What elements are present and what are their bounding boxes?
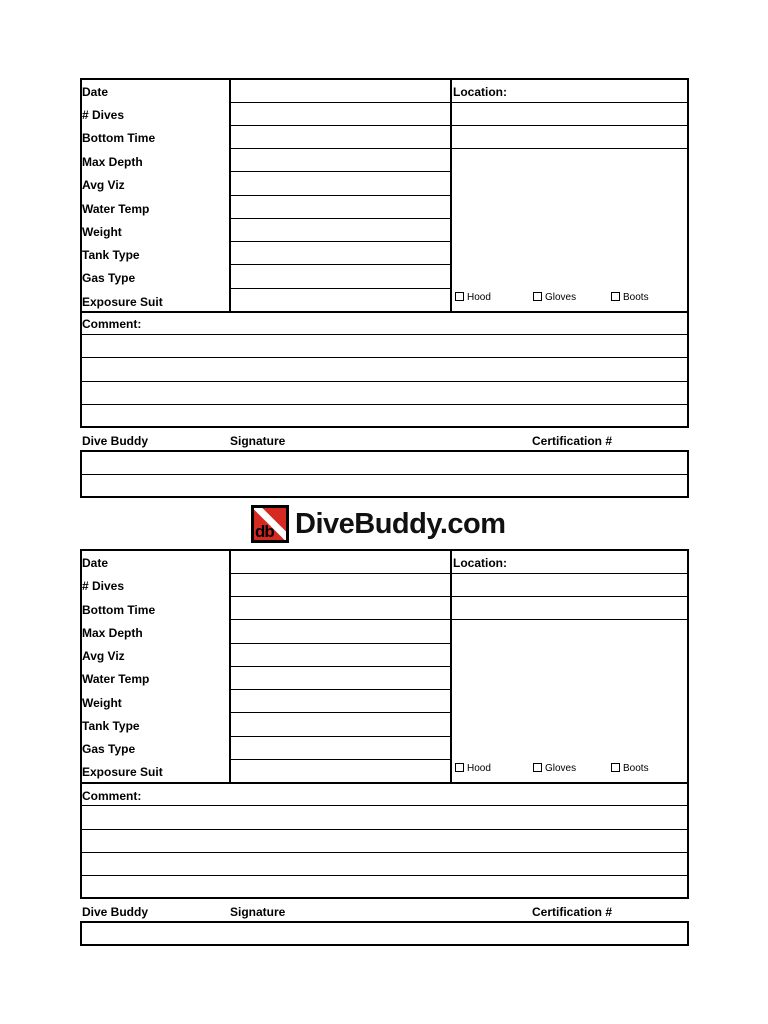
checkbox-icon	[455, 292, 464, 301]
field-label-date: Date	[82, 85, 109, 99]
comment-line	[81, 404, 688, 405]
field-label-bottom-time: Bottom Time	[82, 603, 156, 617]
comment-line	[81, 852, 688, 853]
logo-text: DiveBuddy.com	[295, 508, 506, 540]
comment-line	[81, 381, 688, 382]
comment-line	[81, 334, 688, 335]
hood-checkbox[interactable]: Hood	[455, 292, 491, 304]
field-label-water-temp: Water Temp	[82, 202, 150, 216]
row-line	[230, 573, 450, 574]
dive-flag-icon	[254, 508, 286, 540]
row-line	[230, 148, 450, 149]
boots-checkbox[interactable]: Boots	[611, 292, 649, 304]
location-line	[452, 148, 687, 149]
field-label-bottom-time: Bottom Time	[82, 131, 156, 145]
boots-checkbox[interactable]: Boots	[611, 763, 649, 775]
field-label-tank-type: Tank Type	[82, 719, 140, 733]
checkbox-icon	[533, 292, 542, 301]
field-label-exposure-suit: Exposure Suit	[82, 295, 163, 309]
field-label-avg-viz: Avg Viz	[82, 178, 125, 192]
logo-mark-text: db	[255, 522, 274, 540]
row-line	[230, 218, 450, 219]
row-line	[230, 643, 450, 644]
signature-label: Signature	[230, 434, 286, 448]
field-label-water-temp: Water Temp	[82, 672, 150, 686]
row-line	[230, 689, 450, 690]
location-line	[452, 596, 687, 597]
comment-line	[81, 357, 688, 358]
dive-buddy-label: Dive Buddy	[82, 905, 149, 919]
field-label-max-depth: Max Depth	[82, 155, 143, 169]
certification-label: Certification #	[532, 905, 613, 919]
comment-box	[80, 311, 689, 428]
dive-buddy-label: Dive Buddy	[82, 434, 149, 448]
checkbox-icon	[611, 763, 620, 772]
row-line	[230, 596, 450, 597]
row-line	[230, 102, 450, 103]
checkbox-icon	[455, 763, 464, 772]
gloves-checkbox[interactable]: Gloves	[533, 292, 576, 304]
comment-line	[81, 805, 688, 806]
location-line	[452, 573, 687, 574]
hood-checkbox[interactable]: Hood	[455, 763, 491, 775]
location-line	[452, 102, 687, 103]
row-line	[230, 712, 450, 713]
comment-label: Comment:	[82, 789, 142, 803]
buddy-line	[81, 474, 688, 475]
field-label-exposure-suit: Exposure Suit	[82, 765, 163, 779]
row-line	[230, 264, 450, 265]
divebuddy-logo-mark	[251, 505, 289, 543]
field-label-dives: # Dives	[82, 579, 125, 593]
checkbox-icon	[533, 763, 542, 772]
location-label: Location:	[453, 556, 507, 570]
location-label: Location:	[453, 85, 507, 99]
divebuddy-logo	[251, 505, 511, 543]
field-label-max-depth: Max Depth	[82, 626, 143, 640]
field-label-gas-type: Gas Type	[82, 742, 136, 756]
row-line	[230, 241, 450, 242]
field-label-date: Date	[82, 556, 109, 570]
row-line	[230, 759, 450, 760]
row-line	[230, 288, 450, 289]
field-label-tank-type: Tank Type	[82, 248, 140, 262]
comment-label: Comment:	[82, 317, 142, 331]
comment-box	[80, 782, 689, 899]
column-divider	[450, 549, 452, 784]
field-label-weight: Weight	[82, 696, 122, 710]
row-line	[230, 125, 450, 126]
certification-label: Certification #	[532, 434, 613, 448]
comment-line	[81, 829, 688, 830]
field-label-gas-type: Gas Type	[82, 271, 136, 285]
gloves-checkbox[interactable]: Gloves	[533, 763, 576, 775]
row-line	[230, 666, 450, 667]
field-label-dives: # Dives	[82, 108, 125, 122]
row-line	[230, 736, 450, 737]
comment-line	[81, 875, 688, 876]
column-divider	[450, 78, 452, 313]
checkbox-icon	[611, 292, 620, 301]
buddy-signature-box	[80, 921, 689, 946]
signature-label: Signature	[230, 905, 286, 919]
row-line	[230, 171, 450, 172]
location-line	[452, 619, 687, 620]
row-line	[230, 619, 450, 620]
location-line	[452, 125, 687, 126]
field-label-avg-viz: Avg Viz	[82, 649, 125, 663]
field-label-weight: Weight	[82, 225, 122, 239]
row-line	[230, 195, 450, 196]
